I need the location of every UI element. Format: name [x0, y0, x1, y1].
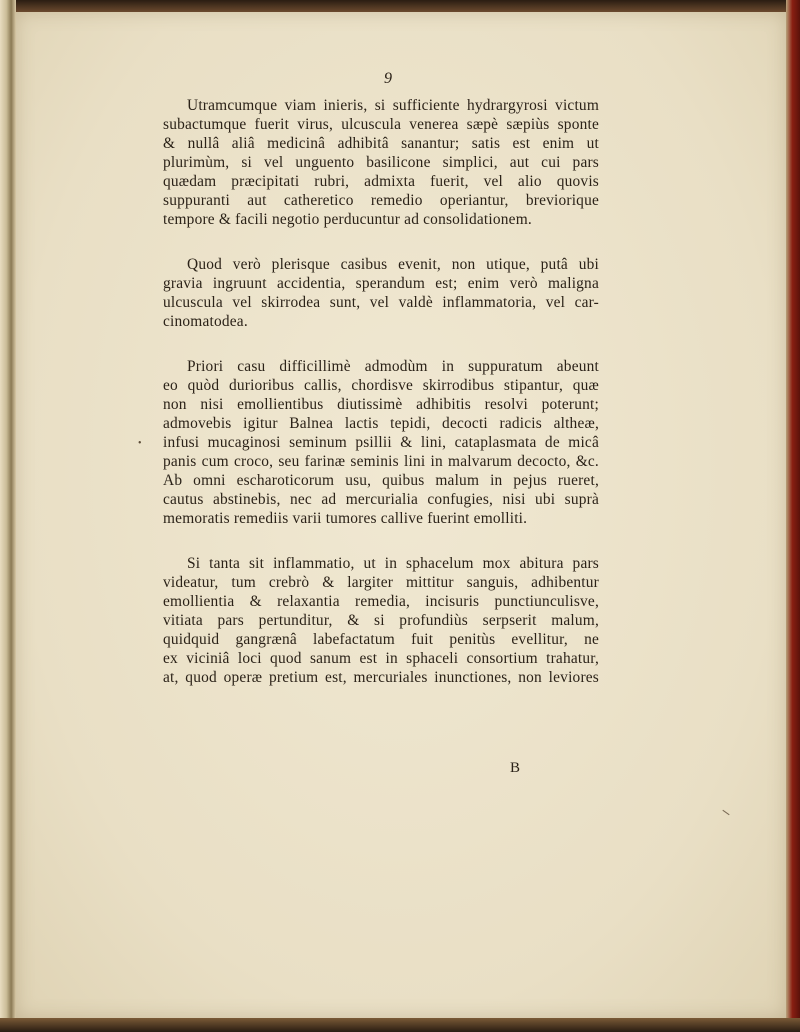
text-line: Priori casu difficillimè admodùm in suppuratum abeunt — [187, 358, 599, 375]
text-line: suppuranti aut catheretico remedio operiantur, breviorique — [163, 192, 599, 209]
text-line: ex viciniâ loci quod sanum est in sphaceli consortium trahatur, — [163, 650, 599, 667]
paragraph-1 — [163, 96, 599, 229]
text-line: ulcuscula vel skirrodea sunt, vel valdè inflammatoria, vel car- — [163, 294, 599, 311]
book-gutter — [0, 0, 16, 1032]
text-line: vitiata pars pertunditur, & si profundiùs serpserit malum, — [163, 612, 599, 629]
text-line: emollientia & relaxantia remedia, incisuris punctiunculisve, — [163, 593, 599, 610]
text-line: panis cum croco, seu farinæ seminis lini in malvarum decocto, &c. — [163, 453, 599, 470]
text-line: cinomatodea. — [163, 313, 248, 330]
text-line: & nullâ aliâ medicinâ adhibitâ sanantur; satis est enim ut — [163, 135, 599, 152]
text-line: Ab omni escharoticorum usu, quibus malum in pejus rueret, — [163, 472, 599, 489]
book-cover-edge — [786, 0, 800, 1032]
text-line: eo quòd durioribus callis, chordisve skirrodibus stipantur, quæ — [163, 377, 599, 394]
text-line: infusi mucaginosi seminum psillii & lini, cataplasmata de micâ — [163, 434, 599, 451]
text-line: Quod verò plerisque casibus evenit, non utique, putâ ubi — [187, 256, 599, 273]
margin-ink-mark: • — [138, 438, 142, 449]
text-line: at, quod operæ pretium est, mercuriales inunctiones, non leviores — [163, 669, 599, 686]
text-line: non nisi emollientibus diutissimè adhibitis resolvi poterunt; — [163, 396, 599, 413]
text-line: cautus abstinebis, nec ad mercurialia confugies, nisi ubi suprà — [163, 491, 599, 508]
text-line: memoratis remediis varii tumores callive fuerint emolliti. — [163, 510, 528, 527]
signature-mark: B — [510, 760, 521, 776]
text-line: tempore & facili negotio perducuntur ad consolidationem. — [163, 211, 532, 228]
text-line: subactumque fuerit virus, ulcuscula venerea sæpè sæpiùs sponte — [163, 116, 599, 133]
text-line: quædam præcipitati rubri, admixta fuerit, vel alio quovis — [163, 173, 599, 190]
paragraph-3 — [163, 357, 599, 528]
scan-border-top — [0, 0, 800, 12]
text-line: admovebis igitur Balnea lactis tepidi, decocti radicis altheæ, — [163, 415, 599, 432]
text-line: Si tanta sit inflammatio, ut in sphacelum mox abitura pars — [187, 555, 599, 572]
text-line: plurimùm, si vel unguento basilicone simplici, aut cui pars — [163, 154, 599, 171]
paragraph-2 — [163, 255, 599, 331]
book-page — [16, 12, 786, 1018]
scan-border-bottom — [0, 1018, 800, 1032]
stray-pencil-mark — [722, 810, 729, 815]
text-line: gravia ingruunt accidentia, sperandum est; enim verò maligna — [163, 275, 599, 292]
page-number: 9 — [384, 70, 392, 87]
text-line: quidquid gangrænâ labefactatum fuit penitùs evellitur, ne — [163, 631, 599, 648]
paragraph-4 — [163, 554, 599, 687]
body-text — [163, 96, 599, 713]
text-line: videatur, tum crebrò & largiter mittitur sanguis, adhibentur — [163, 574, 599, 591]
text-line: Utramcumque viam inieris, si sufficiente hydrargyrosi victum — [187, 97, 599, 114]
